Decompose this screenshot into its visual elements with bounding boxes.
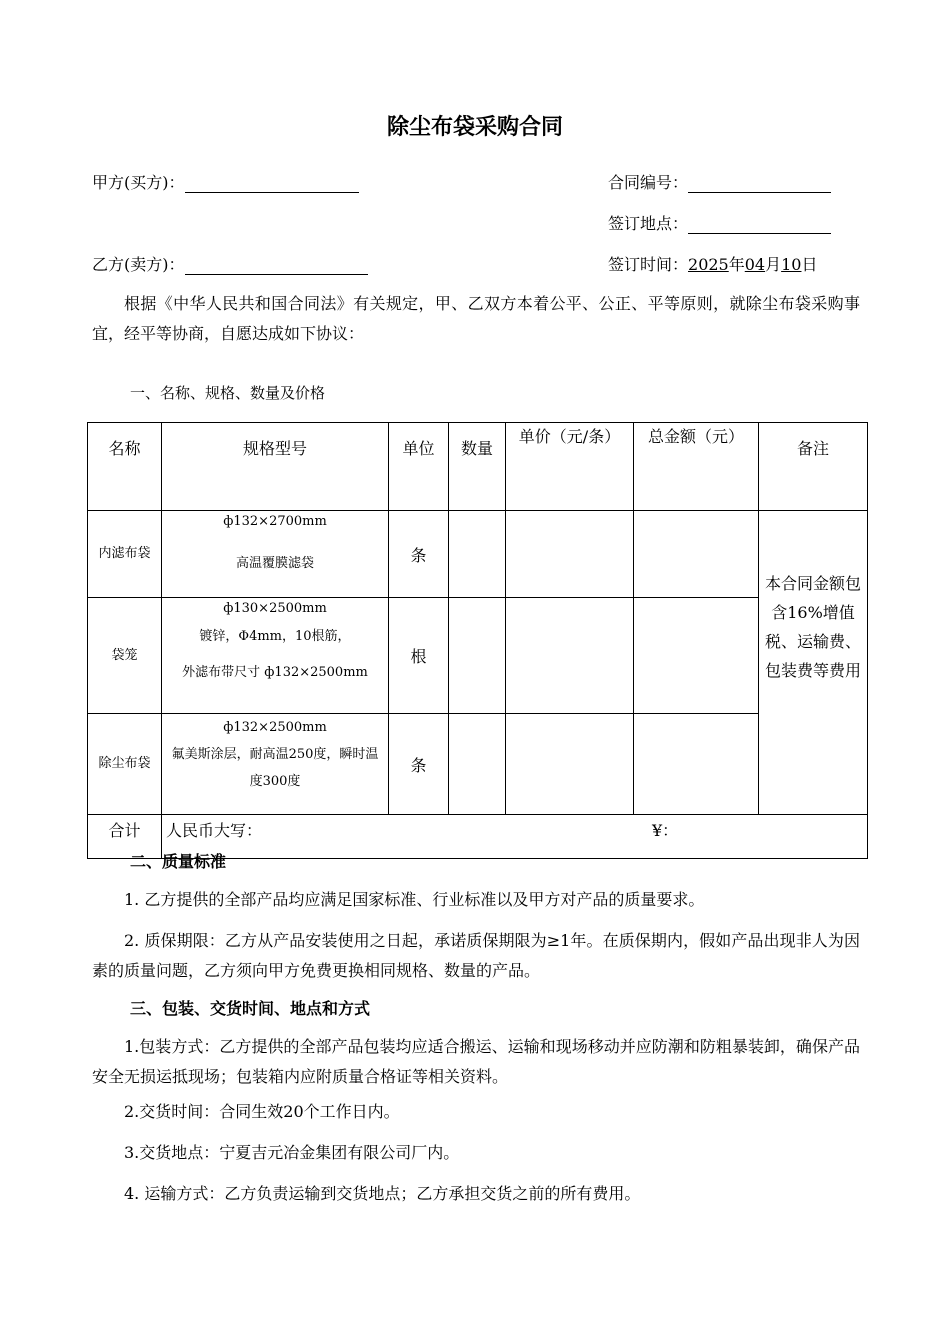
item-unit-price[interactable] xyxy=(506,598,634,714)
item-spec xyxy=(162,511,389,598)
spec-line: 镀锌，Φ4mm，10根筋， xyxy=(199,629,351,644)
party-b-label: 乙方(卖方)： xyxy=(92,255,185,274)
col-header: 单位 xyxy=(389,423,449,511)
price-table xyxy=(87,422,868,859)
yen-label: ¥： xyxy=(652,821,679,840)
spec-line: 氟美斯涂层，耐高温250度，瞬时温度300度 xyxy=(171,747,379,789)
sign-year: 2025 xyxy=(688,255,729,274)
sign-day: 10 xyxy=(781,255,802,274)
page-title: 除尘布袋采购合同 xyxy=(386,115,563,140)
col-header: 规格型号 xyxy=(162,423,389,511)
item-total[interactable] xyxy=(634,511,759,598)
month-unit: 月 xyxy=(765,255,782,274)
sign-place-field xyxy=(608,211,831,234)
item-total[interactable] xyxy=(634,714,759,815)
section3-p4: 4. 运输方式：乙方负责运输到交货地点；乙方承担交货之前的所有费用。 xyxy=(124,1184,641,1203)
item-spec xyxy=(162,598,389,714)
table-row xyxy=(88,511,868,598)
section2-p1: 1. 乙方提供的全部产品均应满足国家标准、行业标准以及甲方对产品的质量要求。 xyxy=(124,890,705,909)
section3-p1: 1.包装方式：乙方提供的全部产品包装均应适合搬运、运输和现场移动并应防潮和防粗暴装卸，确保产品安全无损运抵现场；包装箱内应附质量合格证等相关资料。 xyxy=(92,1037,860,1086)
item-unit: 条 xyxy=(389,714,449,815)
item-name: 袋笼 xyxy=(88,598,162,714)
table-row xyxy=(88,598,868,714)
section2-heading: 二、质量标准 xyxy=(130,852,227,871)
year-unit: 年 xyxy=(728,255,745,274)
item-unit: 条 xyxy=(389,511,449,598)
section3-p2: 2.交货时间：合同生效20个工作日内。 xyxy=(124,1102,400,1121)
sign-time-field xyxy=(608,252,818,275)
spec-line: 外滤布带尺寸 ф132×2500mm xyxy=(182,665,368,680)
item-quantity[interactable] xyxy=(449,714,506,815)
table-header-row xyxy=(88,423,868,511)
item-name: 内滤布袋 xyxy=(88,511,162,598)
item-unit: 根 xyxy=(389,598,449,714)
rmb-label: 人民币大写： xyxy=(166,821,263,840)
sign-place-label: 签订地点： xyxy=(608,214,689,233)
day-unit: 日 xyxy=(801,255,818,274)
section1-heading: 一、名称、规格、数量及价格 xyxy=(130,384,326,402)
contract-no-blank[interactable] xyxy=(688,175,831,193)
party-a-blank[interactable] xyxy=(185,175,359,193)
item-quantity[interactable] xyxy=(449,511,506,598)
sign-month: 04 xyxy=(744,255,766,274)
col-header: 备注 xyxy=(759,423,868,511)
section2-p2: 2. 质保期限：乙方从产品安装使用之日起，承诺质保期限为≥1年。在质保期内，假如产品出现非人为因素的质量问题，乙方须向甲方免费更换相同规格、数量的产品。 xyxy=(92,931,860,980)
col-header: 数量 xyxy=(449,423,506,511)
contract-no-label: 合同编号： xyxy=(608,173,689,192)
section3-heading: 三、包装、交货时间、地点和方式 xyxy=(130,999,371,1018)
party-b-blank[interactable] xyxy=(185,257,368,275)
contract-no-field xyxy=(608,170,831,193)
intro-paragraph: 根据《中华人民共和国合同法》有关规定，甲、乙双方本着公平、公正、平等原则，就除尘布袋采购事宜，经平等协商，自愿达成如下协议： xyxy=(92,294,860,343)
col-header: 单价（元/条） xyxy=(506,423,634,511)
spec-line: ф130×2500mm xyxy=(223,601,327,616)
sign-place-blank[interactable] xyxy=(688,216,831,234)
item-spec xyxy=(162,714,389,815)
total-amount-cell[interactable] xyxy=(162,815,868,859)
remark-cell: 本合同金额包含16%增值税、运输费、包装费等费用 xyxy=(759,511,868,815)
item-quantity[interactable] xyxy=(449,598,506,714)
spec-line: ф132×2700mm xyxy=(223,514,327,529)
party-a-field xyxy=(92,170,359,193)
section3-p3: 3.交货地点：宁夏吉元冶金集团有限公司厂内。 xyxy=(124,1143,460,1162)
total-label: 合计 xyxy=(88,815,162,859)
item-unit-price[interactable] xyxy=(506,714,634,815)
spec-line: 高温覆膜滤袋 xyxy=(235,556,314,571)
party-a-label: 甲方(买方)： xyxy=(92,173,185,192)
spec-line: ф132×2500mm xyxy=(223,720,327,735)
sign-time-label: 签订时间： xyxy=(608,255,689,274)
col-header: 总金额（元） xyxy=(634,423,759,511)
item-unit-price[interactable] xyxy=(506,511,634,598)
item-name: 除尘布袋 xyxy=(88,714,162,815)
table-row xyxy=(88,714,868,815)
item-total[interactable] xyxy=(634,598,759,714)
party-b-field xyxy=(92,252,368,275)
col-header: 名称 xyxy=(88,423,162,511)
